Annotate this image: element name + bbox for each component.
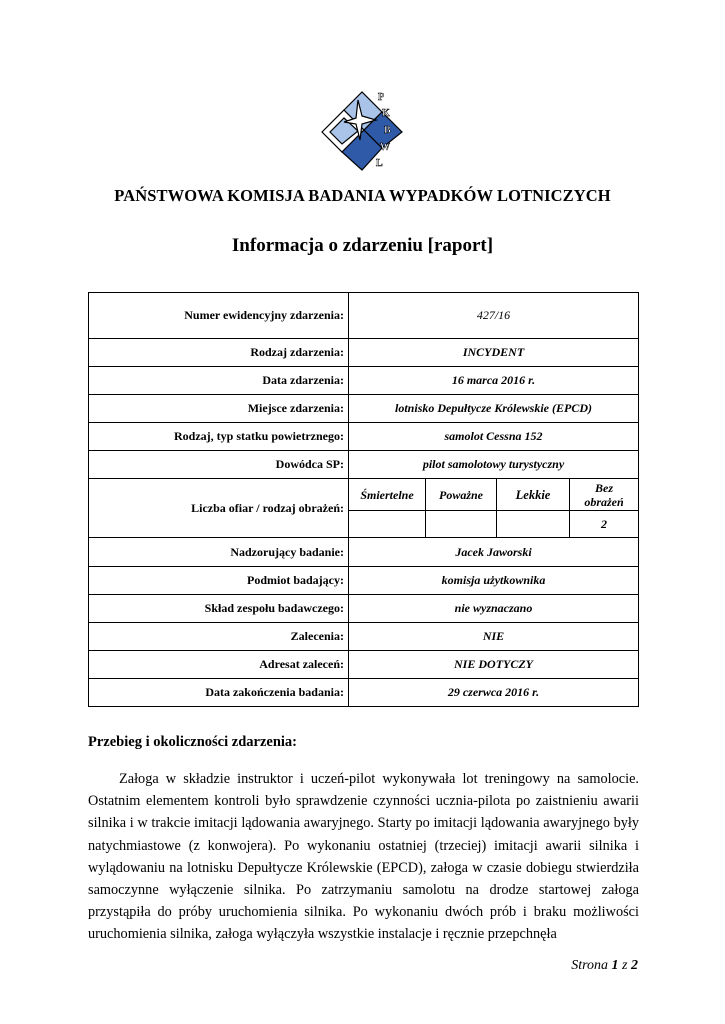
end-date-label: Data zakończenia badania:: [89, 679, 349, 707]
page-footer: [571, 958, 638, 974]
logo-letter-w: W: [380, 142, 390, 153]
supervisor-value: Jacek Jaworski: [349, 538, 639, 567]
row-commander: [89, 451, 639, 479]
victims-header-none: [570, 479, 639, 511]
row-place: [89, 395, 639, 423]
footer-page-number: 1: [611, 958, 619, 973]
addressee-label: Adresat zaleceń:: [89, 651, 349, 679]
victims-header-fatal: Śmiertelne: [349, 479, 426, 511]
commander-value: pilot samolotowy turystyczny: [349, 451, 639, 479]
type-value: INCYDENT: [349, 339, 639, 367]
row-aircraft: [89, 423, 639, 451]
row-end-date: [89, 679, 639, 707]
pkbwl-logo: [318, 86, 408, 176]
row-supervisor: [89, 538, 639, 567]
organization-name: PAŃSTWOWA KOMISJA BADANIA WYPADKÓW LOTNICZYCH: [114, 186, 611, 205]
entity-label: Podmiot badający:: [89, 567, 349, 595]
footer-prefix: Strona: [571, 958, 609, 973]
type-label: Rodzaj zdarzenia:: [89, 339, 349, 367]
incident-info-table: [88, 292, 639, 707]
addressee-value: NIE DOTYCZY: [349, 651, 639, 679]
row-addressee: [89, 651, 639, 679]
aircraft-value: samolot Cessna 152: [349, 423, 639, 451]
victims-label: Liczba ofiar / rodzaj obrażeń:: [89, 479, 349, 538]
end-date-value: 29 czerwca 2016 r.: [349, 679, 639, 707]
victims-header-serious: Poważne: [426, 479, 497, 511]
logo-letter-p: P: [378, 92, 385, 103]
recommendations-value: NIE: [349, 623, 639, 651]
logo-letter-l: L: [376, 158, 383, 169]
victims-value-minor: [497, 511, 570, 538]
section-title: Przebieg i okoliczności zdarzenia:: [88, 734, 297, 750]
body-paragraph: Załoga w składzie instruktor i uczeń-pilot wykonywała lot treningowy na samolocie. Ostatnim elementem kontroli było sprawdzenie czynności ucznia-pilota po zaistnieniu awarii silnika i w trakcie imitacji lądowania awaryjnego. Starty po imitacji lądowania awaryjnego były natychmiastowe (z konwojera). Po wykonaniu ostatniej (trzeciej) imitacji awarii silnika i wylądowaniu na lotnisku Depułtycze Królewskie (EPCD), załoga w czasie dobiegu stwierdziła samoczynne wyłączenie silnika. Po zatrzymaniu samolotu na drodze startowej załoga przystąpiła do próby uruchomienia silnika. Po wykonaniu dwóch prób i braku możliwości uruchomienia silnika, załoga wyłączyła wszystkie instalacje i ręcznie przepchnęła: [88, 771, 639, 943]
row-team: [89, 595, 639, 623]
row-date: [89, 367, 639, 395]
number-label: Numer ewidencyjny zdarzenia:: [89, 293, 349, 339]
team-value: nie wyznaczano: [349, 595, 639, 623]
victims-value-serious: [426, 511, 497, 538]
row-recommendations: [89, 623, 639, 651]
victims-header-minor: Lekkie: [497, 479, 570, 511]
victims-header-none-line1: Bez: [595, 480, 614, 495]
victims-header-none-line2: obrażeń: [584, 494, 624, 509]
aircraft-label: Rodzaj, typ statku powietrznego:: [89, 423, 349, 451]
victims-value-none: 2: [570, 511, 639, 538]
date-value: 16 marca 2016 r.: [349, 367, 639, 395]
footer-page-total: 2: [631, 958, 638, 973]
supervisor-label: Nadzorujący badanie:: [89, 538, 349, 567]
row-entity: [89, 567, 639, 595]
document-title: Informacja o zdarzeniu [raport]: [231, 235, 494, 256]
row-victims-headers: [89, 479, 639, 511]
logo-letter-b: B: [384, 125, 391, 136]
number-value: 427/16: [349, 293, 639, 339]
logo-letter-k: K: [382, 108, 390, 119]
victims-value-fatal: [349, 511, 426, 538]
row-type: [89, 339, 639, 367]
team-label: Skład zespołu badawczego:: [89, 595, 349, 623]
commander-label: Dowódca SP:: [89, 451, 349, 479]
entity-value: komisja użytkownika: [349, 567, 639, 595]
row-number: [89, 293, 639, 339]
place-value: lotnisko Depułtycze Królewskie (EPCD): [349, 395, 639, 423]
date-label: Data zdarzenia:: [89, 367, 349, 395]
place-label: Miejsce zdarzenia:: [89, 395, 349, 423]
footer-separator: z: [622, 958, 628, 973]
recommendations-label: Zalecenia:: [89, 623, 349, 651]
